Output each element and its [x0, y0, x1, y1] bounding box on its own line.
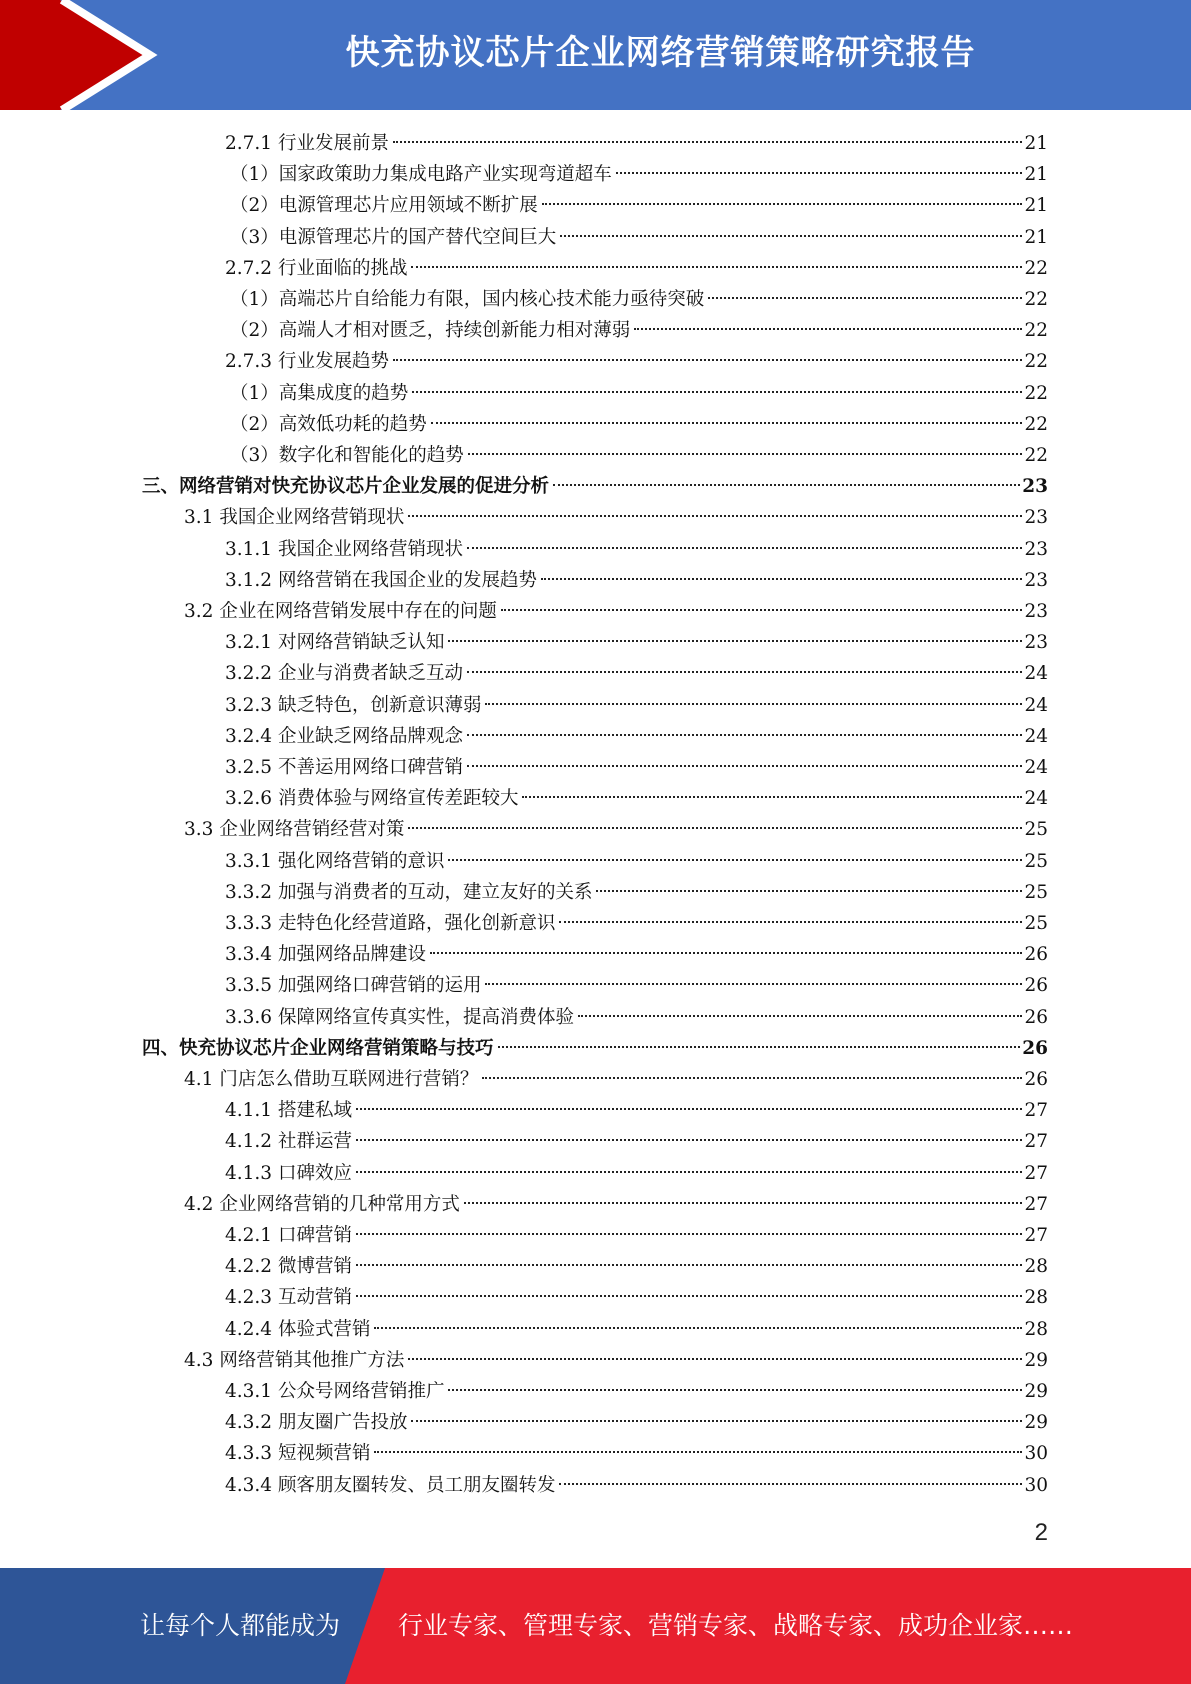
toc-entry[interactable]	[225, 627, 1048, 658]
toc-entry-title: 行业发展前景	[277, 133, 389, 154]
toc-entry-title: 行业面临的挑战	[277, 257, 408, 279]
toc-leader-dots	[482, 1077, 1022, 1079]
toc-entry[interactable]	[230, 315, 1048, 346]
toc-leader-dots	[467, 734, 1022, 736]
toc-entry-number: 4.2.1	[225, 1225, 273, 1246]
toc-entry-page: 25	[1024, 913, 1048, 934]
toc-entry-page: 22	[1024, 257, 1048, 279]
toc-entry-title: 口碑营销	[277, 1225, 352, 1246]
toc-entry-title: 互动营销	[277, 1287, 352, 1309]
toc-entry-title: 不善运用网络口碑营销	[277, 757, 463, 778]
toc-entry[interactable]	[225, 783, 1048, 814]
toc-entry-number: 4.1	[184, 1069, 214, 1090]
toc-entry-page: 22	[1024, 320, 1048, 342]
toc-leader-dots	[374, 1327, 1022, 1329]
toc-entry[interactable]	[225, 970, 1048, 1001]
toc-entry-number: 4.1.2	[225, 1131, 273, 1153]
toc-entry-number: 3.2.6	[225, 788, 273, 810]
toc-entry-number: 3.1.2	[225, 569, 273, 591]
toc-entry-title: 对网络营销缺乏认知	[277, 632, 445, 654]
toc-leader-dots	[467, 671, 1022, 673]
toc-entry-page: 24	[1024, 725, 1048, 747]
toc-entry-page: 22	[1024, 382, 1048, 404]
toc-entry[interactable]	[230, 190, 1048, 221]
toc-leader-dots	[411, 1420, 1022, 1422]
toc-entry-page: 27	[1024, 1100, 1048, 1122]
toc-entry-title: 行业发展趋势	[277, 351, 389, 373]
toc-entry-number: 2.7.1	[225, 133, 273, 154]
toc-entry-number: （1）	[230, 289, 279, 310]
toc-entry[interactable]	[230, 159, 1048, 190]
toc-entry-page: 27	[1024, 1193, 1048, 1215]
toc-leader-dots	[464, 1202, 1023, 1204]
toc-entry-title: 保障网络宣传真实性，提高消费体验	[277, 1006, 574, 1028]
toc-entry-number: 4.1.3	[225, 1162, 273, 1184]
toc-entry-title: 消费体验与网络宣传差距较大	[277, 788, 519, 810]
toc-entry[interactable]	[230, 409, 1048, 440]
toc-entry[interactable]	[225, 939, 1048, 970]
toc-entry-page: 22	[1024, 289, 1048, 310]
toc-entry-title: 企业网络营销的几种常用方式	[219, 1193, 460, 1215]
toc-leader-dots	[485, 983, 1022, 985]
toc-entry-page: 26	[1024, 1006, 1048, 1028]
toc-entry-page: 30	[1024, 1443, 1048, 1465]
toc-entry[interactable]	[225, 752, 1048, 783]
toc-entry-number: （2）	[230, 195, 279, 217]
toc-leader-dots	[498, 1046, 1021, 1048]
toc-entry-title: 企业与消费者缺乏互动	[277, 663, 463, 685]
toc-entry[interactable]	[225, 721, 1048, 752]
header-arrow-decoration	[0, 0, 160, 110]
toc-entry-page: 24	[1024, 663, 1048, 685]
toc-entry-number: 3.2.4	[225, 725, 273, 747]
toc-leader-dots	[356, 1233, 1022, 1235]
toc-entry-number: 2.7.3	[225, 351, 273, 373]
toc-entry[interactable]	[225, 1126, 1048, 1157]
toc-entry[interactable]	[142, 1033, 1048, 1064]
toc-entry-page: 29	[1024, 1381, 1048, 1402]
toc-entry-number: 3.1.1	[225, 538, 273, 560]
report-title: 快充协议芯片企业网络营销策略研究报告	[345, 33, 976, 73]
toc-entry-title: 搭建私域	[277, 1100, 352, 1122]
toc-entry[interactable]	[225, 1251, 1048, 1282]
toc-entry-title: 高端芯片自给能力有限，国内核心技术能力亟待突破	[278, 289, 705, 310]
toc-entry-number: 3.2.5	[225, 757, 273, 778]
toc-entry-page: 23	[1022, 476, 1048, 498]
toc-entry-title: 快充协议芯片企业网络营销策略与技巧	[179, 1037, 494, 1059]
toc-entry-title: 门店怎么借助互联网进行营销？	[219, 1069, 479, 1090]
toc-entry-number: 3.3.4	[225, 944, 273, 966]
footer-slogan-right: 行业专家、管理专家、营销专家、战略专家、成功企业家……	[398, 1611, 1074, 1640]
toc-entry-page: 28	[1024, 1287, 1048, 1309]
toc-entry-title: 强化网络营销的意识	[277, 850, 445, 872]
toc-leader-dots	[578, 1015, 1022, 1017]
toc-entry-title: 加强网络口碑营销的运用	[277, 975, 482, 997]
toc-entry[interactable]	[225, 1407, 1048, 1438]
page-number: 2	[1034, 1519, 1048, 1546]
toc-entry[interactable]	[230, 222, 1048, 253]
toc-leader-dots	[541, 578, 1022, 580]
toc-entry-page: 23	[1024, 601, 1048, 622]
toc-entry[interactable]	[225, 1376, 1048, 1407]
toc-entry-page: 28	[1024, 1256, 1048, 1278]
toc-leader-dots	[430, 952, 1022, 954]
toc-entry-number: （2）	[230, 320, 279, 342]
toc-entry-title: 高集成度的趋势	[278, 382, 409, 404]
toc-entry-page: 24	[1024, 694, 1048, 716]
toc-entry-number: 4.3.4	[225, 1474, 273, 1496]
toc-leader-dots	[467, 547, 1022, 549]
toc-leader-dots	[356, 1295, 1022, 1297]
toc-entry-page: 26	[1024, 1069, 1048, 1090]
toc-entry[interactable]	[225, 346, 1048, 377]
toc-leader-dots	[559, 1483, 1022, 1485]
toc-entry-number: 3.2.2	[225, 663, 273, 685]
toc-entry-title: 网络营销在我国企业的发展趋势	[277, 569, 537, 591]
toc-entry[interactable]	[225, 1002, 1048, 1033]
toc-leader-dots	[356, 1139, 1022, 1141]
toc-leader-dots	[560, 235, 1022, 237]
toc-entry-page: 21	[1024, 164, 1048, 186]
toc-leader-dots	[408, 1358, 1022, 1360]
toc-entry-title: 体验式营销	[277, 1318, 371, 1340]
toc-entry[interactable]	[225, 658, 1048, 689]
toc-leader-dots	[522, 796, 1022, 798]
toc-entry[interactable]	[184, 502, 1048, 533]
toc-entry-number: 3.3.3	[225, 913, 273, 934]
toc-entry-title: 数字化和智能化的趋势	[278, 445, 464, 466]
toc-entry[interactable]	[225, 1282, 1048, 1313]
toc-leader-dots	[448, 640, 1022, 642]
toc-entry-title: 朋友圈广告投放	[277, 1412, 408, 1434]
toc-entry-number: 3.2	[184, 601, 214, 622]
toc-entry-number: 4.3.2	[225, 1412, 273, 1434]
toc-entry-page: 26	[1022, 1037, 1048, 1059]
toc-leader-dots	[448, 1389, 1022, 1391]
toc-entry-title: 口碑效应	[277, 1162, 352, 1184]
toc-entry[interactable]	[225, 253, 1048, 284]
toc-entry-title: 电源管理芯片的国产替代空间巨大	[278, 226, 557, 248]
toc-leader-dots	[634, 328, 1022, 330]
toc-entry[interactable]	[184, 1345, 1048, 1376]
toc-entry-title: 电源管理芯片应用领域不断扩展	[278, 195, 538, 217]
toc-entry[interactable]	[225, 690, 1048, 721]
toc-entry-title: 网络营销对快充协议芯片企业发展的促进分析	[179, 476, 550, 498]
toc-entry-page: 25	[1024, 850, 1048, 872]
toc-entry[interactable]	[184, 1064, 1048, 1095]
toc-entry-number: 3.2.3	[225, 694, 273, 716]
toc-entry-page: 27	[1024, 1225, 1048, 1246]
toc-entry-page: 22	[1024, 445, 1048, 466]
toc-entry[interactable]	[225, 1314, 1048, 1345]
toc-leader-dots	[412, 391, 1022, 393]
toc-leader-dots	[374, 1451, 1022, 1453]
toc-leader-dots	[467, 765, 1022, 767]
toc-entry-title: 我国企业网络营销现状	[219, 507, 405, 529]
toc-leader-dots	[356, 1108, 1022, 1110]
toc-entry-page: 23	[1024, 538, 1048, 560]
toc-entry-number: 4.3.3	[225, 1443, 273, 1465]
toc-entry-title: 高效低功耗的趋势	[278, 413, 427, 435]
toc-entry-number: 4.2	[184, 1193, 214, 1215]
toc-entry-number: （2）	[230, 413, 279, 435]
toc-entry-page: 22	[1024, 413, 1048, 435]
toc-entry-page: 24	[1024, 788, 1048, 810]
toc-entry-page: 26	[1024, 944, 1048, 966]
toc-entry-number: 4.2.2	[225, 1256, 273, 1278]
toc-entry-title: 社群运营	[277, 1131, 352, 1153]
toc-leader-dots	[596, 890, 1022, 892]
toc-entry-number: 3.3	[184, 819, 214, 841]
toc-leader-dots	[553, 484, 1020, 486]
toc-entry-title: 国家政策助力集成电路产业实现弯道超车	[278, 164, 612, 186]
toc-leader-dots	[468, 453, 1023, 455]
toc-entry-page: 21	[1024, 133, 1048, 154]
toc-entry-number: 三、	[142, 476, 180, 498]
toc-entry[interactable]	[225, 1470, 1048, 1501]
toc-leader-dots	[408, 827, 1022, 829]
toc-leader-dots	[708, 297, 1022, 299]
toc-leader-dots	[431, 422, 1023, 424]
toc-entry-number: 3.3.1	[225, 850, 273, 872]
page-footer	[0, 1568, 1191, 1684]
toc-entry[interactable]	[184, 1189, 1048, 1220]
toc-leader-dots	[411, 266, 1022, 268]
toc-entry[interactable]	[225, 534, 1048, 565]
toc-entry-page: 25	[1024, 819, 1048, 841]
toc-entry-page: 23	[1024, 507, 1048, 529]
toc-entry[interactable]	[184, 814, 1048, 845]
toc-entry-title: 加强与消费者的互动，建立友好的关系	[277, 881, 593, 903]
toc-entry[interactable]	[225, 877, 1048, 908]
toc-entry[interactable]	[225, 1438, 1048, 1469]
toc-entry-page: 26	[1024, 975, 1048, 997]
toc-entry[interactable]	[184, 596, 1048, 627]
toc-entry-number: 3.3.2	[225, 881, 273, 903]
toc-entry[interactable]	[225, 565, 1048, 596]
toc-entry-number: 4.2.3	[225, 1287, 273, 1309]
toc-entry[interactable]	[225, 1158, 1048, 1189]
toc-entry-number: 3.3.6	[225, 1006, 273, 1028]
toc-entry-number: 4.3	[184, 1349, 214, 1371]
toc-leader-dots	[408, 515, 1022, 517]
toc-entry[interactable]	[225, 128, 1048, 159]
toc-leader-dots	[542, 203, 1023, 205]
toc-entry-title: 缺乏特色，创新意识薄弱	[277, 694, 482, 716]
toc-leader-dots	[616, 172, 1023, 174]
toc-entry-page: 22	[1024, 351, 1048, 373]
toc-entry-number: 四、	[142, 1037, 180, 1059]
toc-entry[interactable]	[142, 471, 1048, 502]
toc-entry-number: 4.3.1	[225, 1381, 273, 1402]
toc-entry-title: 微博营销	[277, 1256, 352, 1278]
toc-entry-page: 27	[1024, 1162, 1048, 1184]
toc-entry-title: 企业缺乏网络品牌观念	[277, 725, 463, 747]
toc-entry-page: 27	[1024, 1131, 1048, 1153]
toc-entry-page: 21	[1024, 226, 1048, 248]
toc-entry-page: 21	[1024, 195, 1048, 217]
toc-entry[interactable]	[225, 846, 1048, 877]
toc-entry-page: 30	[1024, 1474, 1048, 1496]
toc-entry-title: 我国企业网络营销现状	[277, 538, 463, 560]
toc-entry-number: 3.3.5	[225, 975, 273, 997]
toc-entry-page: 24	[1024, 757, 1048, 778]
toc-leader-dots	[356, 1264, 1022, 1266]
toc-entry-page: 29	[1024, 1412, 1048, 1434]
toc-entry[interactable]	[225, 1220, 1048, 1251]
toc-entry-title: 企业在网络营销发展中存在的问题	[219, 601, 497, 622]
toc-entry[interactable]	[225, 1095, 1048, 1126]
toc-entry-title: 公众号网络营销推广	[277, 1381, 445, 1402]
toc-entry-page: 23	[1024, 569, 1048, 591]
page-header	[0, 0, 1191, 110]
toc-entry-number: （3）	[230, 226, 279, 248]
toc-leader-dots	[485, 703, 1022, 705]
toc-entry-page: 28	[1024, 1318, 1048, 1340]
toc-leader-dots	[393, 359, 1022, 361]
toc-entry-number: 4.2.4	[225, 1318, 273, 1340]
toc-entry-number: 4.1.1	[225, 1100, 273, 1122]
toc-entry-title: 顾客朋友圈转发、员工朋友圈转发	[277, 1474, 556, 1496]
toc-entry-page: 23	[1024, 632, 1048, 654]
toc-entry-title: 企业网络营销经营对策	[219, 819, 405, 841]
toc-entry-number: （1）	[230, 164, 279, 186]
toc-entry-number: 2.7.2	[225, 257, 273, 279]
toc-entry[interactable]	[230, 284, 1048, 315]
footer-slogan-left: 让每个人都能成为	[140, 1611, 341, 1640]
toc-entry-title: 加强网络品牌建设	[277, 944, 426, 966]
toc-entry-number: （1）	[230, 382, 279, 404]
toc-entry-title: 高端人才相对匮乏，持续创新能力相对薄弱	[278, 320, 631, 342]
toc-entry-title: 网络营销其他推广方法	[219, 1349, 405, 1371]
toc-leader-dots	[356, 1171, 1022, 1173]
toc-entry-number: 3.1	[184, 507, 214, 529]
toc-entry-title: 走特色化经营道路，强化创新意识	[277, 913, 556, 934]
toc-leader-dots	[559, 921, 1022, 923]
toc-entry[interactable]	[230, 378, 1048, 409]
toc-entry-title: 短视频营销	[277, 1443, 371, 1465]
toc-entry-number: 3.2.1	[225, 632, 273, 654]
toc-leader-dots	[501, 609, 1023, 611]
toc-entry-page: 25	[1024, 881, 1048, 903]
toc-entry-page: 29	[1024, 1349, 1048, 1371]
toc-leader-dots	[393, 141, 1022, 143]
toc-entry[interactable]	[230, 440, 1048, 471]
toc-entry[interactable]	[225, 908, 1048, 939]
toc-leader-dots	[448, 859, 1022, 861]
toc-entry-number: （3）	[230, 445, 279, 466]
